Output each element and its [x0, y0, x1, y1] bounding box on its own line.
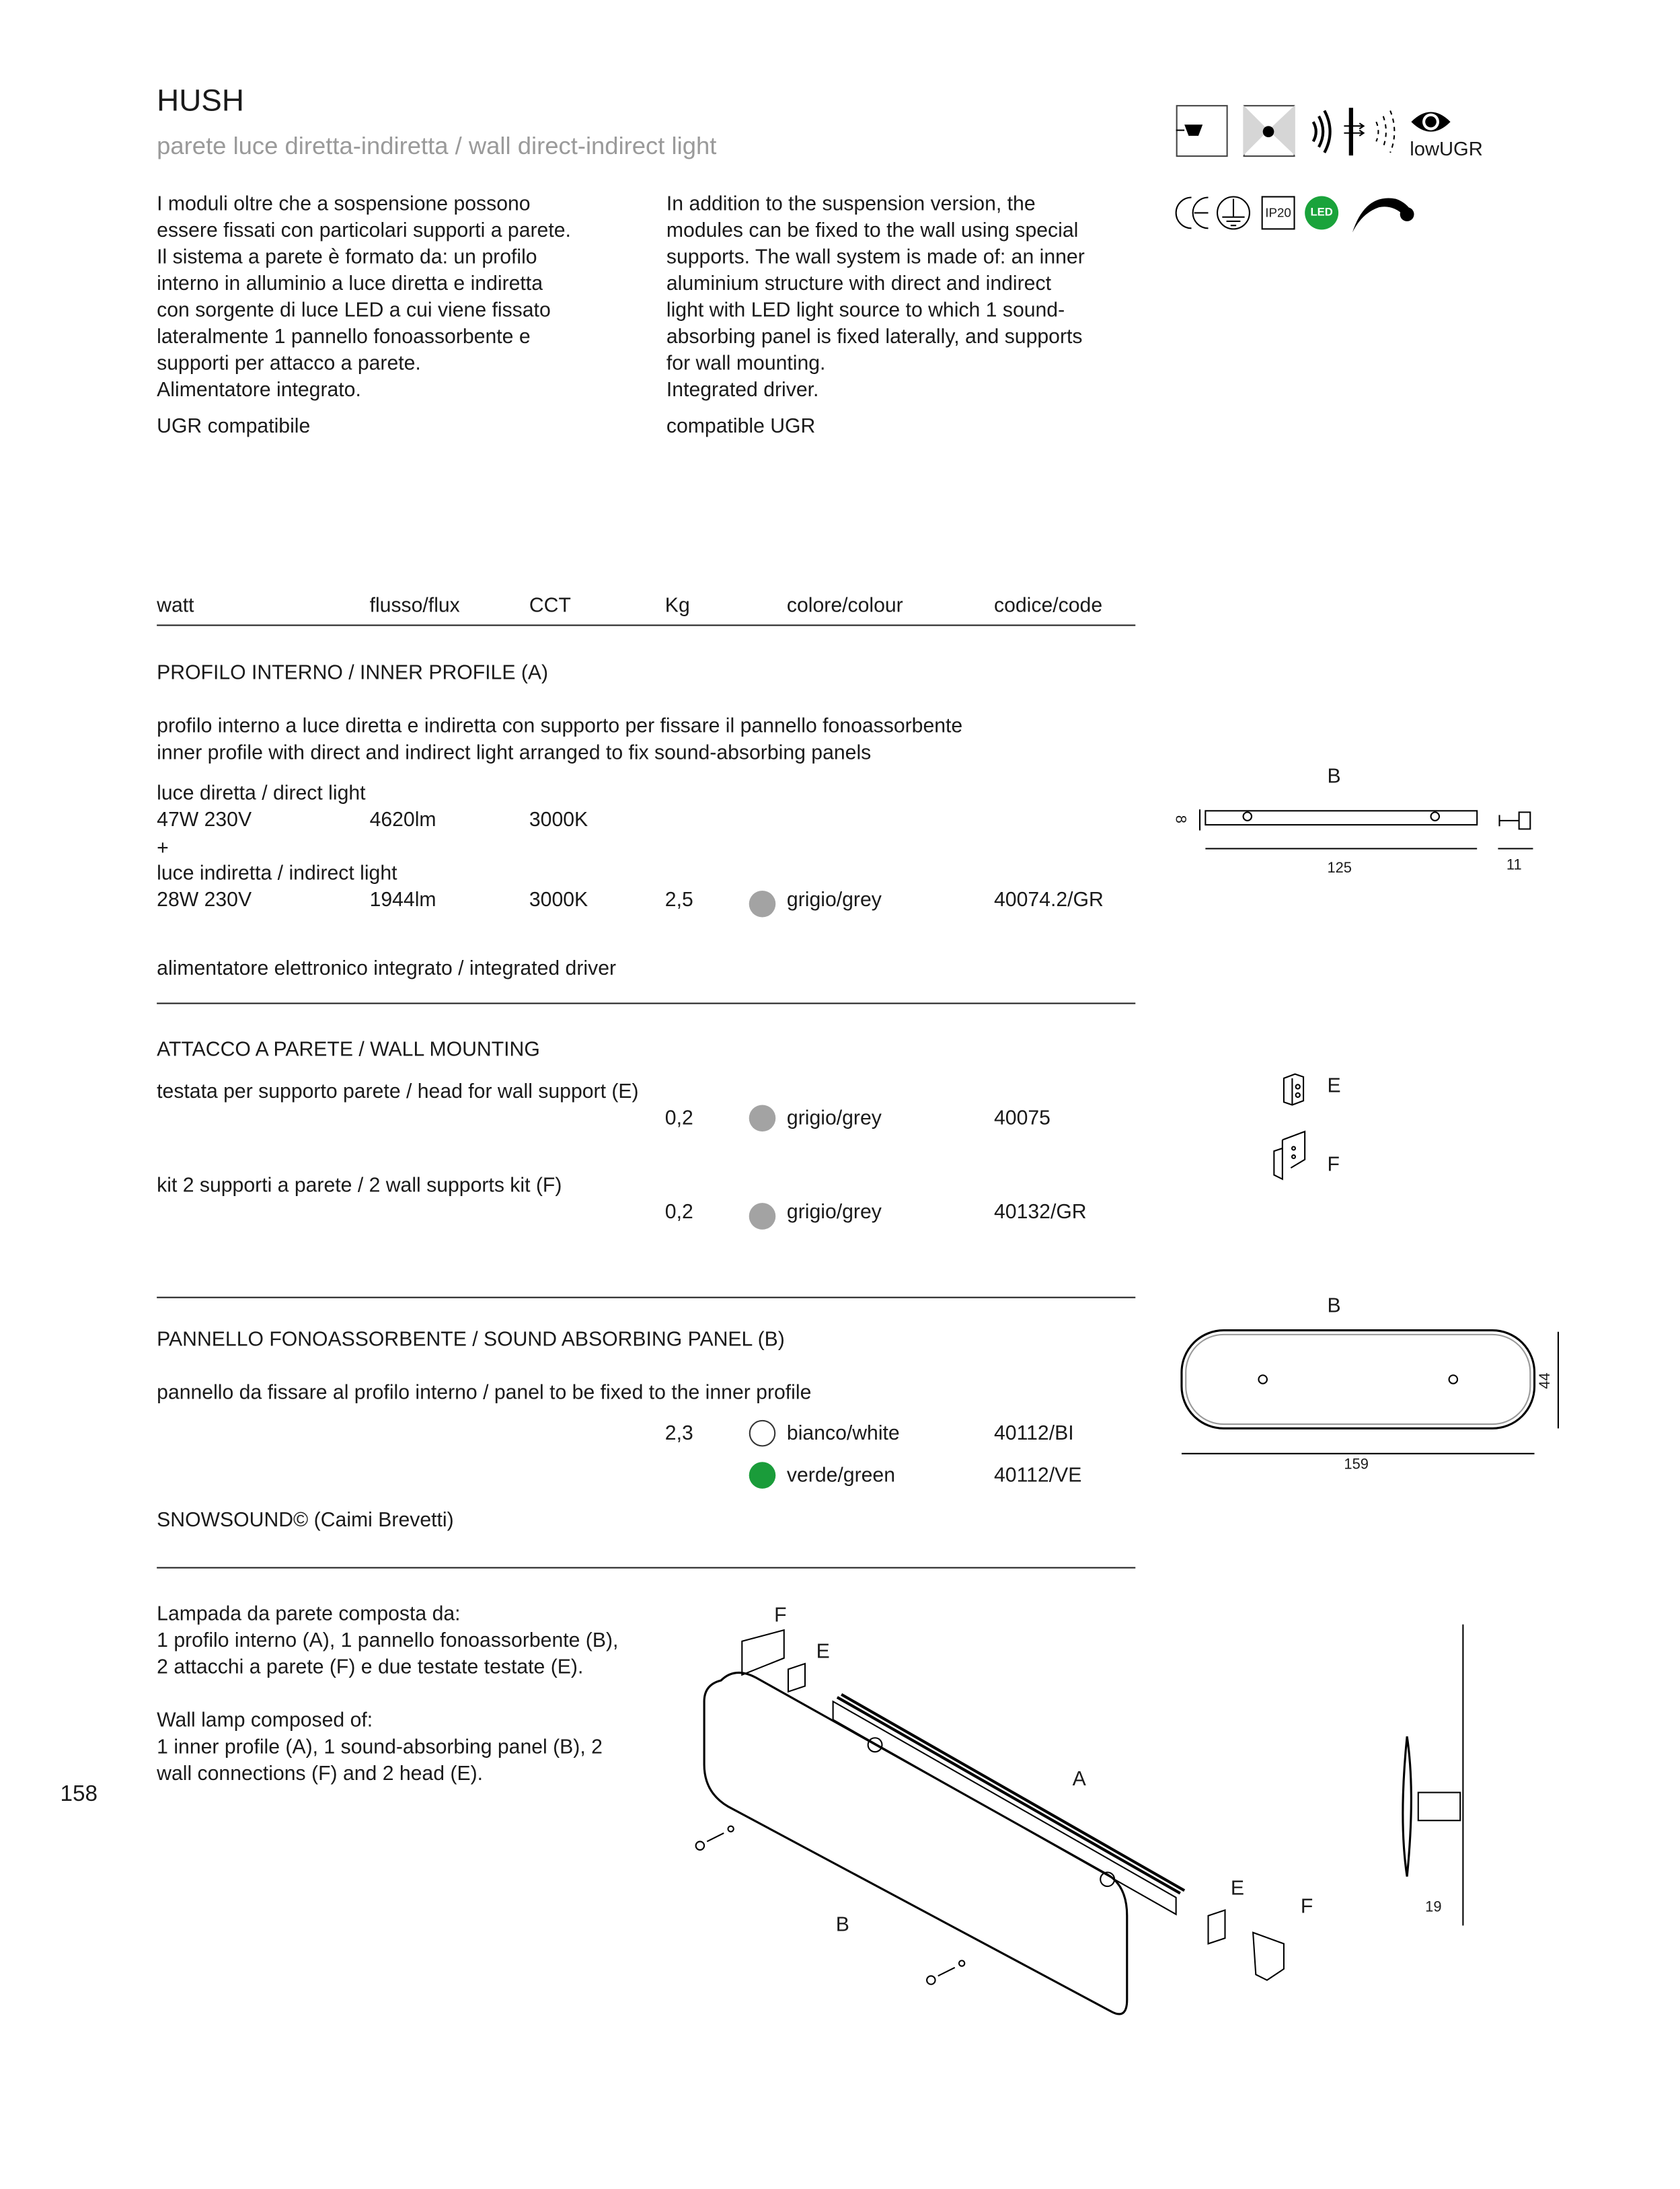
dim-length: 125 [1327, 860, 1352, 877]
indirect-watt: 28W 230V [157, 889, 252, 912]
col-flux: flusso/flux [369, 595, 460, 618]
col-colour: colore/colour [786, 595, 903, 618]
divider [157, 1002, 1135, 1004]
ip20-icon: IP20 [1262, 196, 1295, 229]
panel-dim-length: 159 [1344, 1456, 1369, 1473]
head-kg: 0,2 [664, 1107, 693, 1130]
head-colour: grigio/grey [786, 1107, 882, 1130]
drawing-label: B [1327, 766, 1341, 788]
direct-cct: 3000K [529, 809, 588, 832]
supports-colour: grigio/grey [786, 1201, 882, 1224]
direct-light-label: luce diretta / direct light [157, 782, 366, 805]
product-title: HUSH [157, 82, 244, 118]
panel-description: pannello da fissare al profilo interno / panel to be fixed to the inner profile [157, 1382, 812, 1405]
composition-it: Lampada da parete composta da: 1 profilo interno (A), 1 pannello fonoassorbente (B), 2 attacchi a parete (F) e due testate testate (E). [157, 1603, 619, 1679]
description-en: In addition to the suspension version, the modules can be fixed to the wall using special supports. The wall system is made of: an inner aluminium structure with direct and indirect light with LED light source to which 1 sound- absorbing panel is fixed laterally, and supports for wall mounting. Integrated driver. [666, 193, 1085, 402]
panel-colour-white: bianco/white [786, 1423, 900, 1446]
mounting-heading: ATTACCO A PARETE / WALL MOUNTING [157, 1039, 540, 1062]
panel-kg: 2,3 [664, 1423, 693, 1446]
exploded-label-e2: E [1230, 1878, 1244, 1900]
ugr-it: UGR compatibile [157, 416, 311, 439]
colour-swatch-grey [749, 891, 776, 918]
profile-kg: 2,5 [664, 889, 693, 912]
dim-height: 8 [1172, 815, 1189, 823]
dim-depth: 11 [1506, 857, 1522, 874]
supports-label: kit 2 supporti a parete / 2 wall supports kit (F) [157, 1175, 562, 1197]
panel-heading: PANNELLO FONOASSORBENTE / SOUND ABSORBING PANEL (B) [157, 1329, 785, 1351]
plus-sign: + [157, 837, 169, 860]
exploded-label-f2: F [1300, 1896, 1313, 1919]
product-subtitle: parete luce diretta-indiretta / wall direct-indirect light [157, 131, 717, 160]
indirect-light-label: luce indiretta / indirect light [157, 862, 397, 885]
divider [157, 1567, 1135, 1568]
indirect-cct: 3000K [529, 889, 588, 912]
profile-colour: grigio/grey [786, 889, 882, 912]
exploded-label-a: A [1072, 1769, 1086, 1791]
col-watt: watt [157, 595, 194, 618]
panel-brand: SNOWSOUND© (Caimi Brevetti) [157, 1510, 454, 1532]
exploded-label-f1: F [774, 1604, 787, 1627]
panel-drawing-label: B [1327, 1295, 1341, 1318]
profile-description: profilo interno a luce diretta e indiretta con supporto per fissare il pannello fonoassorbente inner profile with direct and indirect light arranged to fix sound-absorbing panels [157, 715, 963, 765]
panel-dim-height: 44 [1537, 1372, 1554, 1389]
driver-note: alimentatore elettronico integrato / integrated driver [157, 957, 617, 981]
colour-swatch-grey [749, 1105, 776, 1131]
head-label: testata per supporto parete / head for wall support (E) [157, 1081, 639, 1104]
colour-swatch-green [749, 1462, 776, 1489]
profile-code: 40074.2/GR [994, 889, 1104, 912]
side-depth: 19 [1425, 1898, 1442, 1916]
low-ugr-label: lowUGR [1410, 137, 1483, 160]
supports-code: 40132/GR [994, 1201, 1087, 1224]
exploded-label-e1: E [816, 1641, 830, 1664]
label-e: E [1327, 1075, 1341, 1099]
page-number: 158 [60, 1783, 98, 1807]
profile-heading: PROFILO INTERNO / INNER PROFILE (A) [157, 662, 549, 685]
col-cct: CCT [529, 595, 571, 618]
supports-kg: 0,2 [664, 1201, 693, 1224]
direct-watt: 47W 230V [157, 809, 252, 832]
panel-code-white: 40112/BI [994, 1423, 1074, 1446]
col-kg: Kg [664, 595, 690, 618]
panel-code-green: 40112/VE [994, 1464, 1082, 1487]
exploded-label-b: B [835, 1914, 849, 1937]
divider [157, 624, 1135, 626]
label-f: F [1327, 1154, 1340, 1177]
head-code: 40075 [994, 1107, 1051, 1130]
col-code: codice/code [994, 595, 1103, 618]
indirect-flux: 1944lm [369, 889, 436, 912]
direct-flux: 4620lm [369, 809, 436, 832]
colour-swatch-white [749, 1420, 776, 1447]
ugr-en: compatible UGR [666, 416, 816, 439]
colour-swatch-grey [749, 1203, 776, 1230]
led-icon: LED [1305, 196, 1338, 229]
panel-colour-green: verde/green [786, 1464, 896, 1487]
divider [157, 1297, 1135, 1298]
composition-en: Wall lamp composed of: 1 inner profile (A), 1 sound-absorbing panel (B), 2 wall connections (F) and 2 head (E). [157, 1709, 603, 1786]
description-it: I moduli oltre che a sospensione possono essere fissati con particolari supporti a parete. Il sistema a parete è formato da: un profilo interno in alluminio a luce diretta e indiretta con sorgente di luce LED a cui viene fissato lateralmente 1 pannello fonoassorbente e supporti per attacco a parete. Alimentatore integrato. [157, 193, 571, 402]
